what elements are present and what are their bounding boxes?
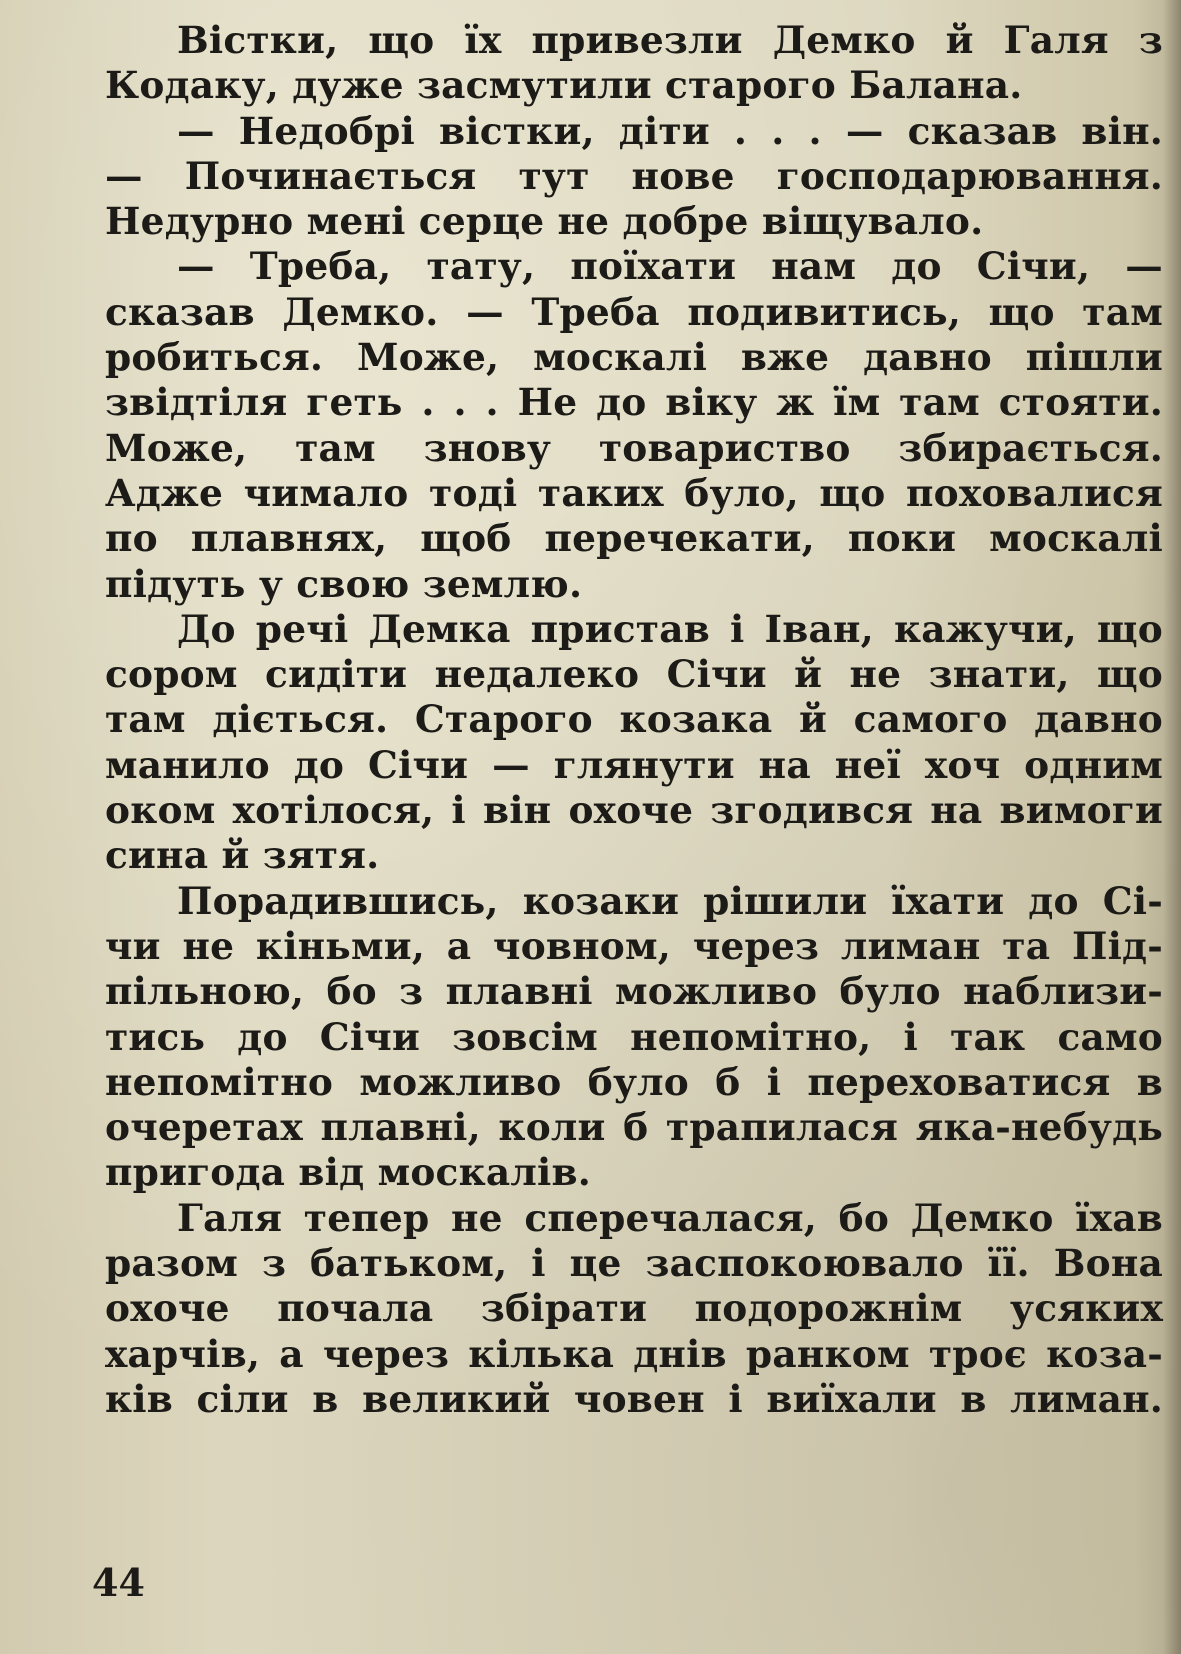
text-line: пільною, бо з плавні можливо було наблизи- <box>105 969 1163 1014</box>
text-line: по плавнях, щоб перечекати, поки москалі <box>105 516 1163 561</box>
paragraph-4 <box>105 607 1163 879</box>
text-line: очеретах плавні, коли б трапилася яка-небудь <box>105 1105 1163 1150</box>
text-line: пригода від москалів. <box>105 1150 591 1195</box>
text-line: ків сіли в великий човен і виїхали в лиман. <box>105 1376 1163 1421</box>
text-line: Вістки, що їх привезли Демко й Галя з <box>177 18 1163 62</box>
text-line: сором сидіти недалеко Січи й не знати, що <box>105 652 1163 697</box>
text-line: непомітно можливо було б і переховатися в <box>105 1059 1163 1104</box>
text-line: харчів, а через кілька днів ранком троє коза- <box>105 1331 1163 1376</box>
text-line: Порадившись, козаки рішили їхати до Сі- <box>177 878 1163 923</box>
paragraph-1 <box>105 18 1163 109</box>
text-line: До речі Демка пристав і Іван, кажучи, що <box>177 606 1163 651</box>
paragraph-3 <box>105 244 1163 606</box>
text-line: сина й зятя. <box>105 833 380 878</box>
page-number: 44 <box>92 1560 145 1605</box>
text-line: Кодаку, дуже засмутили старого Балана. <box>105 63 1023 108</box>
text-line: — Треба, тату, поїхати нам до Січи, — <box>177 244 1163 289</box>
paragraph-6 <box>105 1196 1163 1422</box>
text-line: тись до Січи зовсім непомітно, і так само <box>105 1014 1163 1059</box>
text-line: підуть у свою землю. <box>105 561 583 606</box>
text-line: там діється. Старого козака й самого давно <box>105 697 1163 742</box>
text-line: Галя тепер не сперечалася, бо Демко їхав <box>177 1195 1163 1240</box>
text-line: сказав Демко. — Треба подивитись, що там <box>105 289 1163 334</box>
text-line: охоче почала збірати подорожнім усяких <box>105 1286 1163 1331</box>
text-line: — Починається тут нове господарювання. <box>105 153 1163 198</box>
text-line: — Недобрі вістки, діти . . . — сказав він. <box>177 108 1163 153</box>
page-body-text <box>105 18 1163 1422</box>
text-line: разом з батьком, і це заспокоювало її. Вона <box>105 1241 1163 1286</box>
text-line: робиться. Може, москалі вже давно пішли <box>105 335 1163 380</box>
paragraph-2 <box>105 109 1163 245</box>
text-line: звідтіля геть . . . Не до віку ж їм там стояти. <box>105 380 1163 425</box>
text-line: Може, там знову товариство збирається. <box>105 425 1163 470</box>
paragraph-5 <box>105 879 1163 1196</box>
text-line: Адже чимало тоді таких було, що поховалися <box>105 470 1163 515</box>
text-line: манило до Січи — глянути на неї хоч одним <box>105 742 1163 787</box>
text-line: Недурно мені серце не добре віщувало. <box>105 199 984 244</box>
text-line: чи не кіньми, а човном, через лиман та Під- <box>105 923 1163 968</box>
text-line: оком хотілося, і він охоче згодився на вимоги <box>105 788 1163 833</box>
